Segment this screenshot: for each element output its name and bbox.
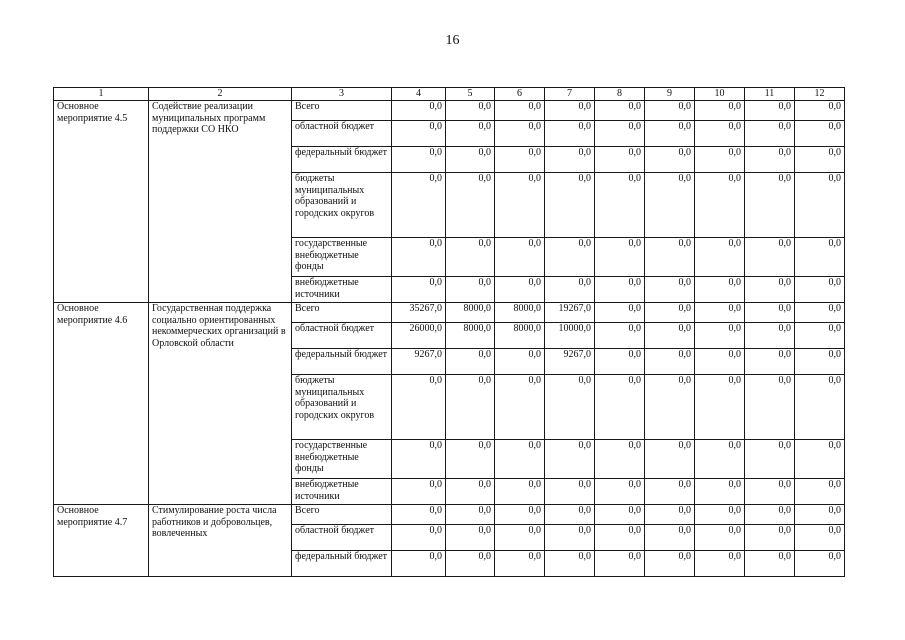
value-cell: 0,0 — [495, 277, 545, 303]
value-cell: 0,0 — [795, 147, 845, 173]
value-cell: 0,0 — [595, 525, 645, 551]
value-cell: 0,0 — [595, 479, 645, 505]
value-cell: 0,0 — [495, 101, 545, 121]
value-cell: 0,0 — [795, 121, 845, 147]
value-cell: 0,0 — [645, 277, 695, 303]
value-cell: 0,0 — [392, 479, 446, 505]
value-cell: 0,0 — [645, 505, 695, 525]
value-cell: 0,0 — [446, 147, 495, 173]
column-header: 2 — [149, 88, 292, 101]
value-cell: 0,0 — [392, 551, 446, 577]
value-cell: 0,0 — [695, 238, 745, 277]
column-header: 9 — [645, 88, 695, 101]
value-cell: 0,0 — [545, 147, 595, 173]
value-cell: 9267,0 — [392, 349, 446, 375]
value-cell: 0,0 — [446, 551, 495, 577]
value-cell: 0,0 — [446, 349, 495, 375]
value-cell: 0,0 — [695, 277, 745, 303]
value-cell: 0,0 — [695, 440, 745, 479]
value-cell: 0,0 — [695, 303, 745, 323]
funding-source-cell: Всего — [292, 303, 392, 323]
table-row — [54, 505, 845, 525]
value-cell: 0,0 — [695, 551, 745, 577]
value-cell: 0,0 — [795, 303, 845, 323]
value-cell: 8000,0 — [446, 323, 495, 349]
value-cell: 0,0 — [545, 121, 595, 147]
value-cell: 0,0 — [545, 101, 595, 121]
funding-source-cell: бюджеты муниципальных образований и городских округов — [292, 173, 392, 238]
value-cell: 0,0 — [392, 525, 446, 551]
value-cell: 0,0 — [745, 525, 795, 551]
value-cell: 0,0 — [645, 303, 695, 323]
value-cell: 0,0 — [595, 277, 645, 303]
value-cell: 0,0 — [495, 349, 545, 375]
value-cell: 0,0 — [446, 525, 495, 551]
value-cell: 0,0 — [695, 349, 745, 375]
value-cell: 0,0 — [645, 323, 695, 349]
value-cell: 0,0 — [392, 147, 446, 173]
column-header: 1 — [54, 88, 149, 101]
column-header: 4 — [392, 88, 446, 101]
value-cell: 0,0 — [695, 505, 745, 525]
value-cell: 0,0 — [695, 121, 745, 147]
value-cell: 0,0 — [745, 303, 795, 323]
funding-source-cell: областной бюджет — [292, 323, 392, 349]
value-cell: 0,0 — [446, 277, 495, 303]
value-cell: 0,0 — [745, 375, 795, 440]
column-header: 7 — [545, 88, 595, 101]
value-cell: 0,0 — [495, 147, 545, 173]
value-cell: 0,0 — [392, 277, 446, 303]
funding-source-cell: федеральный бюджет — [292, 551, 392, 577]
value-cell: 26000,0 — [392, 323, 446, 349]
value-cell: 0,0 — [695, 101, 745, 121]
value-cell: 0,0 — [795, 440, 845, 479]
value-cell: 0,0 — [745, 505, 795, 525]
column-header: 3 — [292, 88, 392, 101]
value-cell: 0,0 — [745, 101, 795, 121]
page-number: 16 — [445, 33, 460, 48]
value-cell: 0,0 — [595, 238, 645, 277]
value-cell: 0,0 — [446, 101, 495, 121]
value-cell: 0,0 — [545, 375, 595, 440]
value-cell: 0,0 — [595, 101, 645, 121]
funding-source-cell: областной бюджет — [292, 525, 392, 551]
value-cell: 0,0 — [495, 375, 545, 440]
value-cell: 0,0 — [545, 505, 595, 525]
funding-source-cell: внебюджетные источники — [292, 479, 392, 505]
value-cell: 0,0 — [645, 375, 695, 440]
value-cell: 0,0 — [645, 349, 695, 375]
value-cell: 0,0 — [495, 238, 545, 277]
value-cell: 0,0 — [695, 173, 745, 238]
value-cell: 35267,0 — [392, 303, 446, 323]
value-cell: 0,0 — [495, 173, 545, 238]
value-cell: 0,0 — [795, 525, 845, 551]
value-cell: 0,0 — [545, 551, 595, 577]
value-cell: 0,0 — [745, 440, 795, 479]
value-cell: 0,0 — [645, 121, 695, 147]
value-cell: 0,0 — [446, 173, 495, 238]
value-cell: 19267,0 — [545, 303, 595, 323]
value-cell: 0,0 — [446, 238, 495, 277]
description-cell: Содействие реализации муниципальных программ поддержки СО НКО — [149, 101, 292, 303]
value-cell: 0,0 — [392, 505, 446, 525]
value-cell: 0,0 — [645, 173, 695, 238]
funding-source-cell: бюджеты муниципальных образований и городских округов — [292, 375, 392, 440]
value-cell: 0,0 — [645, 238, 695, 277]
value-cell: 0,0 — [595, 121, 645, 147]
value-cell: 0,0 — [495, 525, 545, 551]
value-cell: 0,0 — [745, 323, 795, 349]
funding-source-cell: областной бюджет — [292, 121, 392, 147]
value-cell: 0,0 — [545, 479, 595, 505]
value-cell: 8000,0 — [495, 303, 545, 323]
column-header: 12 — [795, 88, 845, 101]
value-cell: 0,0 — [495, 505, 545, 525]
value-cell: 0,0 — [392, 238, 446, 277]
value-cell: 0,0 — [392, 173, 446, 238]
funding-source-cell: федеральный бюджет — [292, 147, 392, 173]
value-cell: 0,0 — [595, 323, 645, 349]
value-cell: 0,0 — [795, 551, 845, 577]
value-cell: 0,0 — [645, 147, 695, 173]
value-cell: 0,0 — [595, 303, 645, 323]
value-cell: 0,0 — [795, 238, 845, 277]
budget-table — [53, 87, 845, 577]
value-cell: 0,0 — [645, 525, 695, 551]
value-cell: 10000,0 — [545, 323, 595, 349]
activity-cell: Основное мероприятие 4.7 — [54, 505, 149, 577]
value-cell: 0,0 — [446, 479, 495, 505]
value-cell: 0,0 — [795, 277, 845, 303]
table-row — [54, 303, 845, 323]
value-cell: 0,0 — [745, 551, 795, 577]
value-cell: 0,0 — [745, 479, 795, 505]
column-header: 11 — [745, 88, 795, 101]
value-cell: 0,0 — [695, 479, 745, 505]
value-cell: 0,0 — [595, 173, 645, 238]
value-cell: 8000,0 — [446, 303, 495, 323]
value-cell: 0,0 — [645, 551, 695, 577]
value-cell: 9267,0 — [545, 349, 595, 375]
value-cell: 0,0 — [745, 277, 795, 303]
funding-source-cell: федеральный бюджет — [292, 349, 392, 375]
value-cell: 0,0 — [595, 375, 645, 440]
value-cell: 0,0 — [545, 173, 595, 238]
value-cell: 0,0 — [745, 349, 795, 375]
activity-cell: Основное мероприятие 4.6 — [54, 303, 149, 505]
value-cell: 0,0 — [495, 440, 545, 479]
value-cell: 8000,0 — [495, 323, 545, 349]
column-header: 5 — [446, 88, 495, 101]
value-cell: 0,0 — [795, 505, 845, 525]
value-cell: 0,0 — [745, 147, 795, 173]
value-cell: 0,0 — [595, 349, 645, 375]
value-cell: 0,0 — [745, 173, 795, 238]
value-cell: 0,0 — [795, 323, 845, 349]
value-cell: 0,0 — [446, 440, 495, 479]
value-cell: 0,0 — [545, 277, 595, 303]
value-cell: 0,0 — [745, 121, 795, 147]
funding-source-cell: Всего — [292, 101, 392, 121]
value-cell: 0,0 — [645, 479, 695, 505]
value-cell: 0,0 — [595, 147, 645, 173]
column-header: 8 — [595, 88, 645, 101]
funding-source-cell: внебюджетные источники — [292, 277, 392, 303]
value-cell: 0,0 — [545, 440, 595, 479]
value-cell: 0,0 — [392, 121, 446, 147]
value-cell: 0,0 — [645, 440, 695, 479]
funding-source-cell: Всего — [292, 505, 392, 525]
value-cell: 0,0 — [446, 505, 495, 525]
header-row — [54, 88, 845, 101]
value-cell: 0,0 — [495, 551, 545, 577]
description-cell: Стимулирование роста числа работников и добровольцев, вовлеченных — [149, 505, 292, 577]
value-cell: 0,0 — [446, 375, 495, 440]
value-cell: 0,0 — [392, 375, 446, 440]
value-cell: 0,0 — [695, 525, 745, 551]
value-cell: 0,0 — [645, 101, 695, 121]
table-body — [54, 101, 845, 577]
value-cell: 0,0 — [795, 375, 845, 440]
value-cell: 0,0 — [795, 349, 845, 375]
description-cell: Государственная поддержка социально ориентированных некоммерческих организаций в Орловской области — [149, 303, 292, 505]
value-cell: 0,0 — [545, 525, 595, 551]
activity-cell: Основное мероприятие 4.5 — [54, 101, 149, 303]
value-cell: 0,0 — [446, 121, 495, 147]
value-cell: 0,0 — [795, 173, 845, 238]
value-cell: 0,0 — [695, 147, 745, 173]
value-cell: 0,0 — [545, 238, 595, 277]
table-row — [54, 101, 845, 121]
value-cell: 0,0 — [695, 323, 745, 349]
value-cell: 0,0 — [795, 101, 845, 121]
funding-source-cell: государственные внебюджетные фонды — [292, 440, 392, 479]
value-cell: 0,0 — [595, 505, 645, 525]
value-cell: 0,0 — [392, 101, 446, 121]
value-cell: 0,0 — [745, 238, 795, 277]
value-cell: 0,0 — [595, 440, 645, 479]
value-cell: 0,0 — [595, 551, 645, 577]
value-cell: 0,0 — [695, 375, 745, 440]
value-cell: 0,0 — [795, 479, 845, 505]
column-header: 10 — [695, 88, 745, 101]
value-cell: 0,0 — [495, 479, 545, 505]
value-cell: 0,0 — [495, 121, 545, 147]
value-cell: 0,0 — [392, 440, 446, 479]
column-header: 6 — [495, 88, 545, 101]
funding-source-cell: государственные внебюджетные фонды — [292, 238, 392, 277]
